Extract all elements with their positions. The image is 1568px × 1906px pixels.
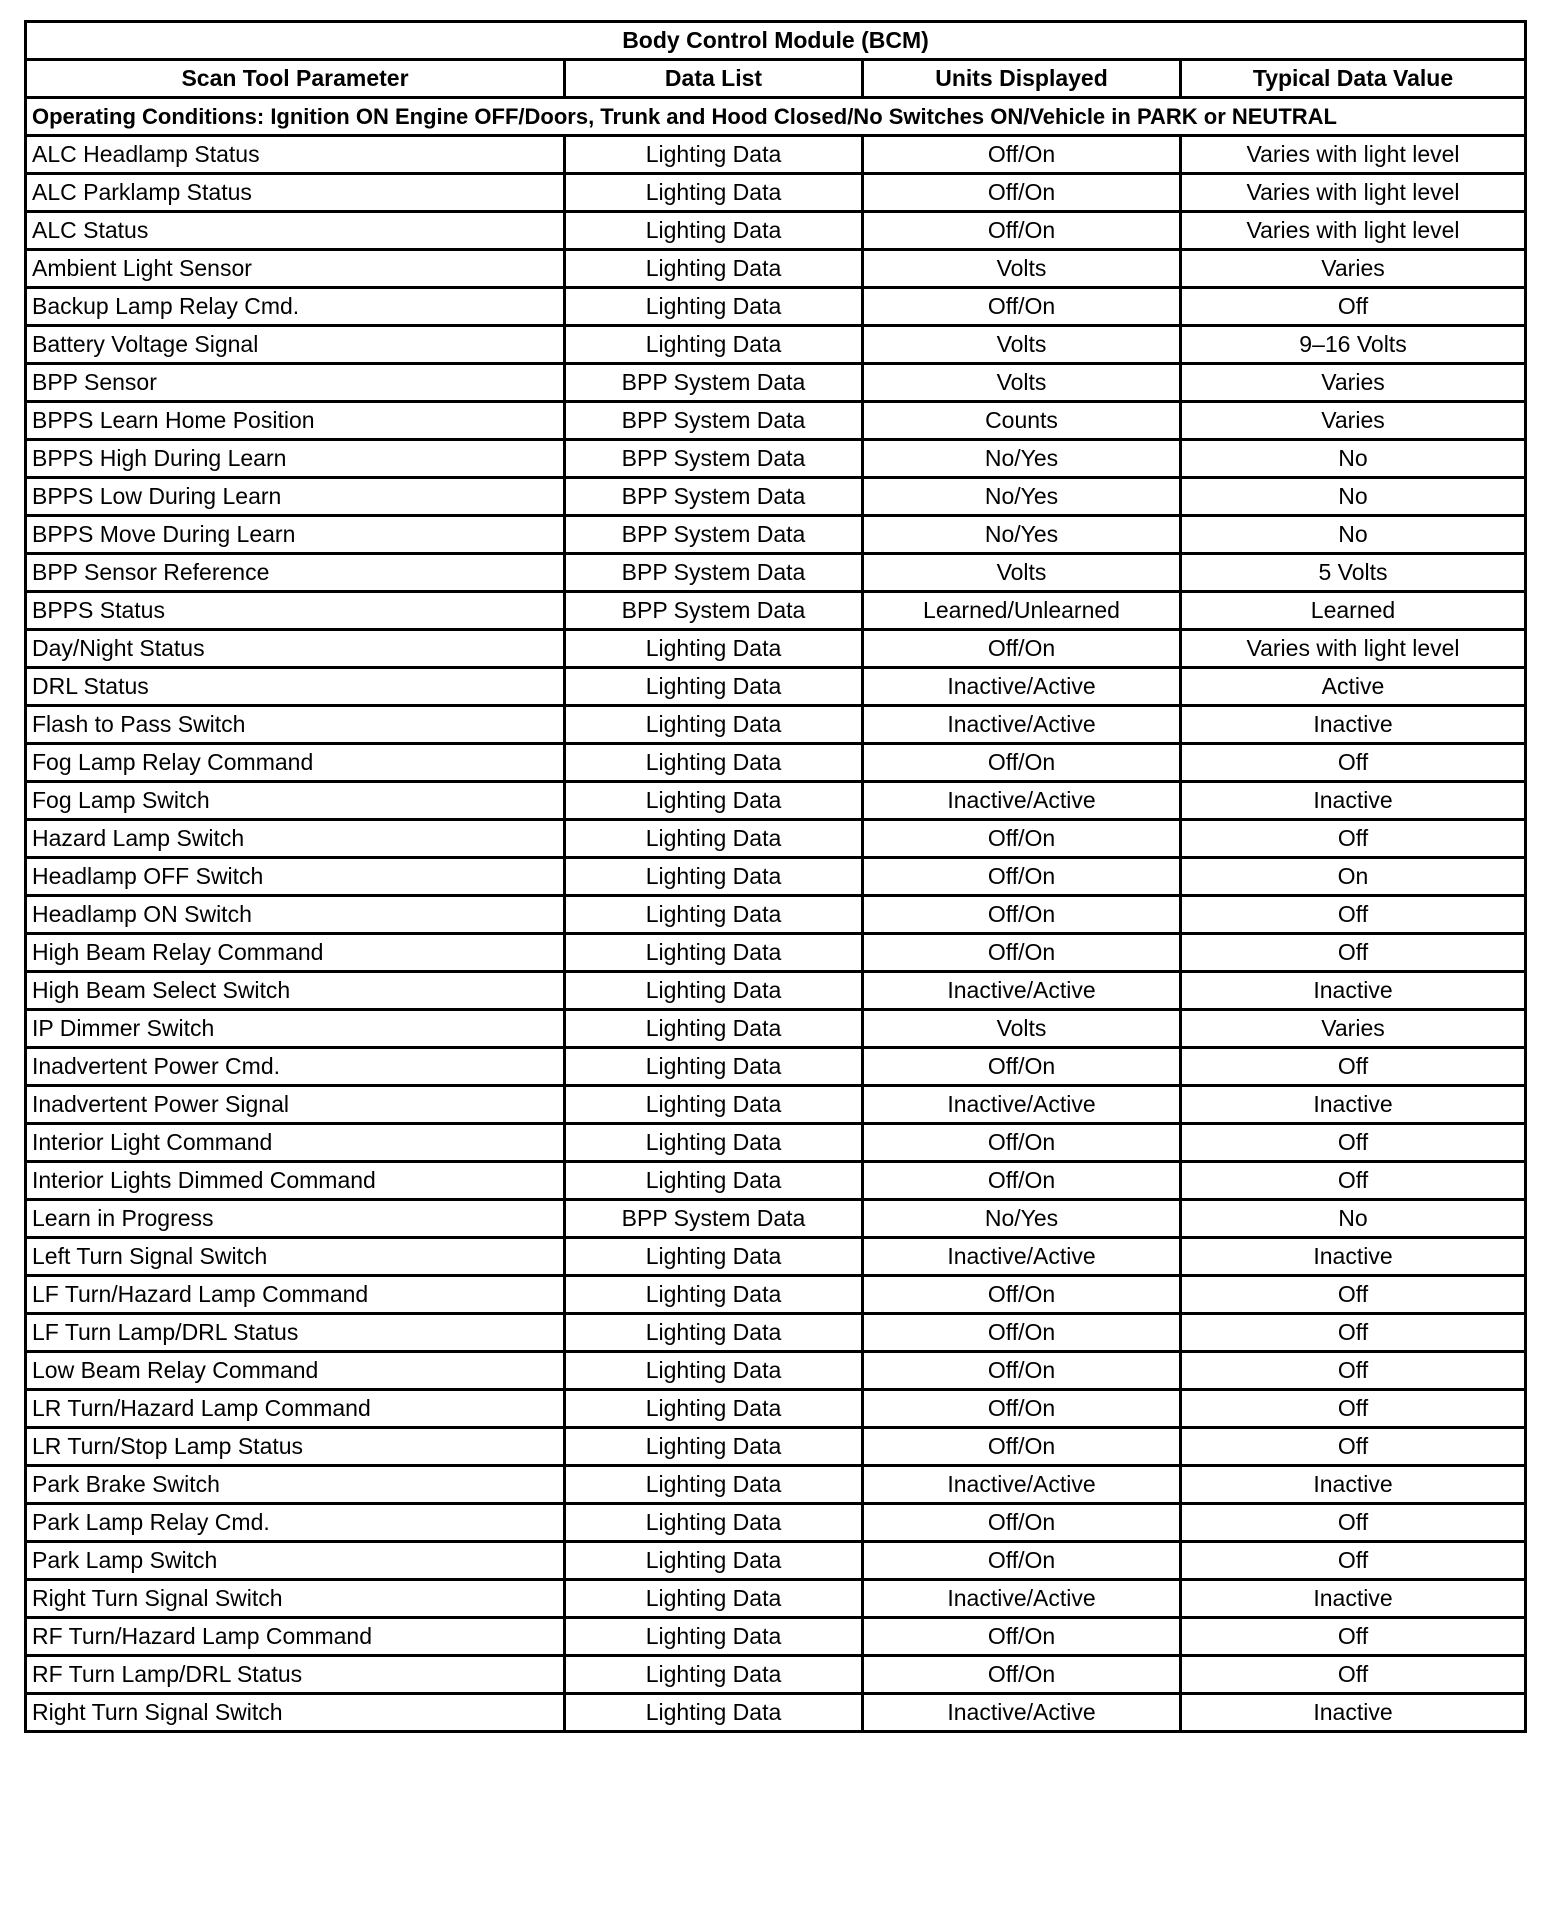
table-title-row (26, 22, 1526, 60)
cell-parameter: Backup Lamp Relay Cmd. (26, 288, 565, 326)
cell-parameter: LF Turn/Hazard Lamp Command (26, 1276, 565, 1314)
header-typical-data-value: Typical Data Value (1181, 60, 1526, 98)
table-row (26, 1694, 1526, 1732)
cell-parameter: Hazard Lamp Switch (26, 820, 565, 858)
cell-data-list: BPP System Data (565, 440, 863, 478)
cell-parameter: RF Turn Lamp/DRL Status (26, 1656, 565, 1694)
cell-parameter: Ambient Light Sensor (26, 250, 565, 288)
cell-units: Off/On (863, 896, 1181, 934)
cell-parameter: High Beam Select Switch (26, 972, 565, 1010)
cell-units: No/Yes (863, 478, 1181, 516)
bcm-data-table (24, 20, 1527, 1733)
cell-typical-value: No (1181, 478, 1526, 516)
cell-units: Inactive/Active (863, 972, 1181, 1010)
cell-units: Off/On (863, 1390, 1181, 1428)
cell-typical-value: Off (1181, 820, 1526, 858)
table-row (26, 1504, 1526, 1542)
table-row (26, 1542, 1526, 1580)
cell-parameter: RF Turn/Hazard Lamp Command (26, 1618, 565, 1656)
table-body (26, 136, 1526, 1732)
cell-units: Inactive/Active (863, 1580, 1181, 1618)
table-row (26, 250, 1526, 288)
cell-typical-value: Inactive (1181, 1086, 1526, 1124)
cell-typical-value: On (1181, 858, 1526, 896)
cell-data-list: Lighting Data (565, 1466, 863, 1504)
cell-data-list: BPP System Data (565, 1200, 863, 1238)
cell-parameter: BPPS Status (26, 592, 565, 630)
cell-typical-value: Off (1181, 1314, 1526, 1352)
cell-typical-value: Off (1181, 934, 1526, 972)
cell-parameter: BPP Sensor (26, 364, 565, 402)
cell-parameter: BPPS High During Learn (26, 440, 565, 478)
table-row (26, 934, 1526, 972)
cell-parameter: Right Turn Signal Switch (26, 1694, 565, 1732)
cell-units: Off/On (863, 1048, 1181, 1086)
cell-data-list: Lighting Data (565, 1238, 863, 1276)
cell-data-list: Lighting Data (565, 896, 863, 934)
cell-data-list: Lighting Data (565, 934, 863, 972)
cell-units: Inactive/Active (863, 1238, 1181, 1276)
cell-units: Inactive/Active (863, 782, 1181, 820)
cell-parameter: Flash to Pass Switch (26, 706, 565, 744)
table-row (26, 1162, 1526, 1200)
cell-typical-value: Off (1181, 1048, 1526, 1086)
cell-data-list: Lighting Data (565, 1276, 863, 1314)
cell-units: Inactive/Active (863, 668, 1181, 706)
cell-parameter: Fog Lamp Relay Command (26, 744, 565, 782)
table-row (26, 516, 1526, 554)
cell-units: Volts (863, 1010, 1181, 1048)
cell-typical-value: Varies (1181, 364, 1526, 402)
cell-typical-value: Active (1181, 668, 1526, 706)
cell-units: No/Yes (863, 1200, 1181, 1238)
cell-data-list: Lighting Data (565, 630, 863, 668)
table-row (26, 858, 1526, 896)
cell-data-list: Lighting Data (565, 744, 863, 782)
cell-data-list: Lighting Data (565, 288, 863, 326)
table-row (26, 1466, 1526, 1504)
cell-units: Volts (863, 250, 1181, 288)
cell-units: Off/On (863, 1542, 1181, 1580)
cell-data-list: BPP System Data (565, 478, 863, 516)
cell-data-list: Lighting Data (565, 1542, 863, 1580)
cell-data-list: Lighting Data (565, 1428, 863, 1466)
table-row (26, 1048, 1526, 1086)
cell-units: Inactive/Active (863, 1466, 1181, 1504)
cell-typical-value: Varies with light level (1181, 136, 1526, 174)
cell-parameter: BPPS Learn Home Position (26, 402, 565, 440)
cell-typical-value: Off (1181, 1618, 1526, 1656)
cell-parameter: Park Lamp Relay Cmd. (26, 1504, 565, 1542)
cell-units: Off/On (863, 1428, 1181, 1466)
cell-parameter: Battery Voltage Signal (26, 326, 565, 364)
table-title: Body Control Module (BCM) (26, 22, 1526, 60)
cell-units: Inactive/Active (863, 1086, 1181, 1124)
operating-conditions-row (26, 98, 1526, 136)
cell-units: Off/On (863, 630, 1181, 668)
table-row (26, 1010, 1526, 1048)
cell-units: Off/On (863, 744, 1181, 782)
cell-units: Off/On (863, 1314, 1181, 1352)
cell-units: Off/On (863, 858, 1181, 896)
cell-typical-value: 5 Volts (1181, 554, 1526, 592)
cell-units: Off/On (863, 136, 1181, 174)
table-row (26, 326, 1526, 364)
cell-data-list: Lighting Data (565, 1010, 863, 1048)
table-row (26, 136, 1526, 174)
table-row (26, 1618, 1526, 1656)
table-row (26, 744, 1526, 782)
cell-parameter: BPP Sensor Reference (26, 554, 565, 592)
cell-data-list: Lighting Data (565, 1048, 863, 1086)
cell-units: Off/On (863, 1162, 1181, 1200)
cell-units: Counts (863, 402, 1181, 440)
cell-units: Off/On (863, 1352, 1181, 1390)
cell-typical-value: Inactive (1181, 782, 1526, 820)
table-row (26, 972, 1526, 1010)
cell-typical-value: Off (1181, 744, 1526, 782)
cell-parameter: ALC Status (26, 212, 565, 250)
cell-data-list: Lighting Data (565, 1086, 863, 1124)
cell-units: Volts (863, 364, 1181, 402)
cell-data-list: Lighting Data (565, 782, 863, 820)
cell-parameter: Headlamp ON Switch (26, 896, 565, 934)
cell-parameter: Headlamp OFF Switch (26, 858, 565, 896)
cell-data-list: Lighting Data (565, 1694, 863, 1732)
cell-units: No/Yes (863, 516, 1181, 554)
cell-data-list: BPP System Data (565, 592, 863, 630)
cell-data-list: Lighting Data (565, 326, 863, 364)
cell-units: Off/On (863, 1276, 1181, 1314)
cell-typical-value: Varies (1181, 1010, 1526, 1048)
cell-units: Off/On (863, 820, 1181, 858)
cell-typical-value: Off (1181, 1428, 1526, 1466)
cell-parameter: ALC Parklamp Status (26, 174, 565, 212)
table-row (26, 630, 1526, 668)
cell-units: Inactive/Active (863, 1694, 1181, 1732)
table-row (26, 668, 1526, 706)
table-row (26, 554, 1526, 592)
cell-typical-value: Off (1181, 1504, 1526, 1542)
table-header-row (26, 60, 1526, 98)
cell-parameter: Day/Night Status (26, 630, 565, 668)
cell-parameter: Park Brake Switch (26, 1466, 565, 1504)
cell-data-list: BPP System Data (565, 402, 863, 440)
cell-parameter: Right Turn Signal Switch (26, 1580, 565, 1618)
cell-data-list: Lighting Data (565, 212, 863, 250)
cell-typical-value: Off (1181, 1352, 1526, 1390)
cell-parameter: BPPS Low During Learn (26, 478, 565, 516)
header-data-list: Data List (565, 60, 863, 98)
cell-units: Off/On (863, 934, 1181, 972)
cell-data-list: Lighting Data (565, 858, 863, 896)
cell-typical-value: Inactive (1181, 1238, 1526, 1276)
cell-parameter: ALC Headlamp Status (26, 136, 565, 174)
cell-units: Volts (863, 554, 1181, 592)
cell-typical-value: No (1181, 440, 1526, 478)
cell-data-list: BPP System Data (565, 516, 863, 554)
table-row (26, 1428, 1526, 1466)
cell-typical-value: Inactive (1181, 972, 1526, 1010)
table-row (26, 440, 1526, 478)
cell-parameter: LR Turn/Stop Lamp Status (26, 1428, 565, 1466)
cell-units: No/Yes (863, 440, 1181, 478)
table-row (26, 1276, 1526, 1314)
cell-typical-value: 9–16 Volts (1181, 326, 1526, 364)
table-row (26, 782, 1526, 820)
table-row (26, 478, 1526, 516)
table-row (26, 1200, 1526, 1238)
cell-units: Off/On (863, 1124, 1181, 1162)
cell-data-list: Lighting Data (565, 174, 863, 212)
cell-data-list: BPP System Data (565, 554, 863, 592)
header-scan-tool-parameter: Scan Tool Parameter (26, 60, 565, 98)
cell-typical-value: No (1181, 1200, 1526, 1238)
table-row (26, 1238, 1526, 1276)
table-row (26, 288, 1526, 326)
table-row (26, 1124, 1526, 1162)
cell-typical-value: Off (1181, 896, 1526, 934)
table-row (26, 1390, 1526, 1428)
cell-typical-value: Varies with light level (1181, 630, 1526, 668)
cell-units: Volts (863, 326, 1181, 364)
cell-typical-value: Off (1181, 1656, 1526, 1694)
cell-data-list: Lighting Data (565, 1314, 863, 1352)
table-row (26, 706, 1526, 744)
cell-parameter: Left Turn Signal Switch (26, 1238, 565, 1276)
operating-conditions: Operating Conditions: Ignition ON Engine OFF/Doors, Trunk and Hood Closed/No Switches ON/Vehicle in PARK or NEUTRAL (26, 98, 1526, 136)
cell-typical-value: No (1181, 516, 1526, 554)
cell-typical-value: Off (1181, 1162, 1526, 1200)
cell-typical-value: Off (1181, 1276, 1526, 1314)
cell-parameter: DRL Status (26, 668, 565, 706)
cell-parameter: Low Beam Relay Command (26, 1352, 565, 1390)
cell-typical-value: Varies (1181, 402, 1526, 440)
cell-parameter: Learn in Progress (26, 1200, 565, 1238)
table-row (26, 1352, 1526, 1390)
cell-typical-value: Varies with light level (1181, 174, 1526, 212)
cell-typical-value: Inactive (1181, 1694, 1526, 1732)
cell-data-list: Lighting Data (565, 1124, 863, 1162)
cell-data-list: Lighting Data (565, 1656, 863, 1694)
cell-units: Off/On (863, 1656, 1181, 1694)
table-row (26, 896, 1526, 934)
cell-units: Off/On (863, 212, 1181, 250)
cell-parameter: BPPS Move During Learn (26, 516, 565, 554)
cell-typical-value: Inactive (1181, 1580, 1526, 1618)
cell-data-list: Lighting Data (565, 250, 863, 288)
cell-parameter: LF Turn Lamp/DRL Status (26, 1314, 565, 1352)
cell-data-list: Lighting Data (565, 972, 863, 1010)
cell-data-list: Lighting Data (565, 1390, 863, 1428)
cell-units: Off/On (863, 1618, 1181, 1656)
table-row (26, 364, 1526, 402)
cell-data-list: Lighting Data (565, 136, 863, 174)
cell-data-list: Lighting Data (565, 1618, 863, 1656)
cell-units: Off/On (863, 174, 1181, 212)
table-row (26, 1656, 1526, 1694)
cell-typical-value: Off (1181, 288, 1526, 326)
table-row (26, 1314, 1526, 1352)
cell-units: Off/On (863, 288, 1181, 326)
cell-units: Inactive/Active (863, 706, 1181, 744)
cell-parameter: Interior Lights Dimmed Command (26, 1162, 565, 1200)
table-row (26, 592, 1526, 630)
table-row (26, 1580, 1526, 1618)
cell-parameter: Interior Light Command (26, 1124, 565, 1162)
cell-parameter: IP Dimmer Switch (26, 1010, 565, 1048)
cell-typical-value: Off (1181, 1542, 1526, 1580)
table-row (26, 820, 1526, 858)
cell-data-list: Lighting Data (565, 668, 863, 706)
table-row (26, 174, 1526, 212)
cell-data-list: Lighting Data (565, 1504, 863, 1542)
cell-typical-value: Inactive (1181, 706, 1526, 744)
cell-parameter: Inadvertent Power Cmd. (26, 1048, 565, 1086)
table-row (26, 212, 1526, 250)
table-row (26, 402, 1526, 440)
cell-parameter: LR Turn/Hazard Lamp Command (26, 1390, 565, 1428)
cell-typical-value: Off (1181, 1124, 1526, 1162)
cell-typical-value: Varies with light level (1181, 212, 1526, 250)
cell-data-list: BPP System Data (565, 364, 863, 402)
cell-parameter: Park Lamp Switch (26, 1542, 565, 1580)
cell-typical-value: Off (1181, 1390, 1526, 1428)
cell-data-list: Lighting Data (565, 1580, 863, 1618)
header-units-displayed: Units Displayed (863, 60, 1181, 98)
cell-parameter: High Beam Relay Command (26, 934, 565, 972)
cell-data-list: Lighting Data (565, 706, 863, 744)
cell-units: Off/On (863, 1504, 1181, 1542)
cell-data-list: Lighting Data (565, 1352, 863, 1390)
cell-data-list: Lighting Data (565, 820, 863, 858)
cell-units: Learned/Unlearned (863, 592, 1181, 630)
cell-typical-value: Inactive (1181, 1466, 1526, 1504)
cell-parameter: Fog Lamp Switch (26, 782, 565, 820)
table-row (26, 1086, 1526, 1124)
cell-typical-value: Learned (1181, 592, 1526, 630)
cell-typical-value: Varies (1181, 250, 1526, 288)
cell-parameter: Inadvertent Power Signal (26, 1086, 565, 1124)
cell-data-list: Lighting Data (565, 1162, 863, 1200)
